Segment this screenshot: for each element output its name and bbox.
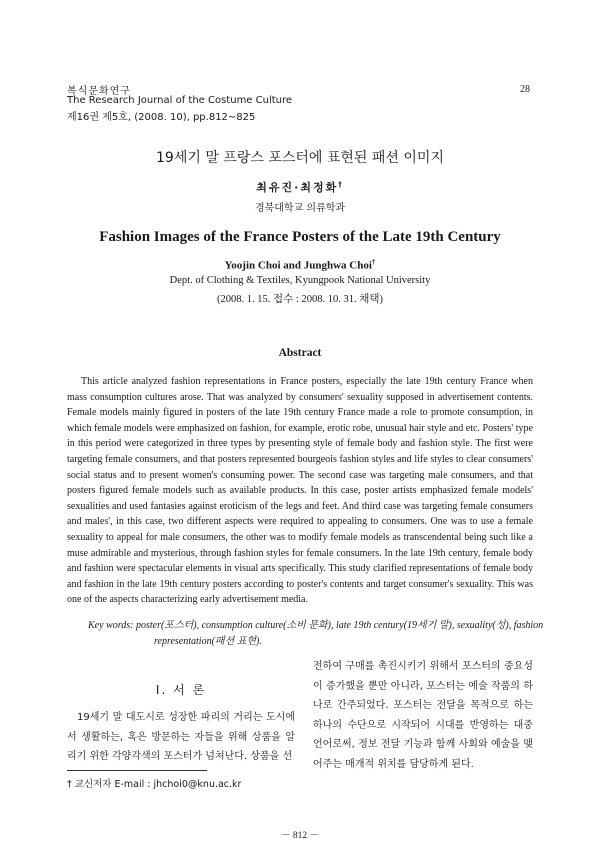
- intro-left-column: 19세기 말 대도시로 성장한 파리의 거리는 도시에서 생활하는, 혹은 방문하는 자들을 위해 상품을 알리기 위한 각양각색의 포스터가 넘쳐난다. 상품을 선: [67, 712, 295, 762]
- korean-affiliation: 경북대학교 의류학과: [254, 203, 346, 214]
- journal-english-name: The Research Journal of the Costume Culture: [67, 95, 293, 106]
- english-authors: [0, 258, 600, 272]
- english-authors-names: Yoojin Choi and Junghwa Choi: [224, 259, 372, 272]
- footnote: † 교신저자 E-mail : jhchoi0@knu.ac.kr: [67, 779, 242, 790]
- abstract-body: This article analyzed fashion representations in France posters, especially the late 19th century France when mass consumption cultures arose. That was analyzed by consumers' sexuality supposed in advertisement contents. Female models mainly figured in posters of the late 19th century France made a role to promote consumption, in which female models were emphasized on fashion, for example, erotic robe, unusual hair style and etc. Posters' type in this period were categorized in three types by presenting style of female body and fashion style. The first were targeting female consumers, and that posters represented bourgeois fashion styles and life styles to clear consumers' social status and to present women's consuming power. The second case was targeting male consumers, and that posters figured female models such as available products. In this case, poster artists emphasized female models' sexualities and used fantasies against eroticism of the legs and feet. And third case was targeting female consumers and males', in this case, two different aspects were required to appealing to consumers. One was to use a female sexuality to appeal for male consumers, the other was to modify female models as transcendental being such like a muse admirable and mysterious, through fashion styles for female consumers. In the late 19th century, female body and fashion were spectacular elements in visual arts specifically. This study clarified representations of female body and fashion in the late 19th century posters according to poster's contents and target consumer's sexuality. This was one of the aspects characterizing early advertisement media.: [67, 376, 533, 606]
- journal-name: 복식문화연구: [67, 86, 131, 97]
- korean-title: 19세기 말 프랑스 포스터에 표현된 패션 이미지: [156, 150, 444, 166]
- korean-authors: [0, 179, 600, 195]
- corresponding-author-mark-en: †: [371, 258, 376, 266]
- keywords: Key words: poster(포스터), consumption culture(소비 문화), late 19th century(19세기 말), sexuality(성), fashion representation(패션 표현).: [88, 620, 544, 647]
- bottom-page-number: － 812 －: [280, 831, 319, 841]
- english-affiliation: Dept. of Clothing & Textiles, Kyungpook National University: [169, 275, 431, 286]
- corresponding-author-mark: †: [338, 180, 344, 189]
- korean-authors-names: 최유진·최정화: [256, 181, 339, 194]
- section-heading: Ⅰ. 서 론: [155, 683, 207, 697]
- submission-dates: (2008. 1. 15. 접수 : 2008. 10. 31. 채택): [217, 294, 383, 305]
- english-title: Fashion Images of the France Posters of the Late 19th Century: [99, 229, 501, 245]
- footnote-divider: [67, 770, 207, 771]
- top-page-number: 28: [520, 84, 530, 95]
- journal-volume-info: 제16권 제5호, (2008. 10), pp.812~825: [67, 112, 256, 123]
- abstract-heading: Abstract: [278, 347, 322, 359]
- intro-right-column: 전하여 구매를 촉진시키기 위해서 포스터의 중요성이 증가했을 뿐만 아니라, 포스터는 예술 작품의 하나로 간주되었다. 포스터는 전달을 목적으로 하는 하나의 수단으로 시작되어 시대를 반영하는 대중 언어로써, 정보 전달 기능과 함께 사회와 예술을 맺어주는 매개적 위치를 담당하게 된다.: [313, 661, 533, 770]
